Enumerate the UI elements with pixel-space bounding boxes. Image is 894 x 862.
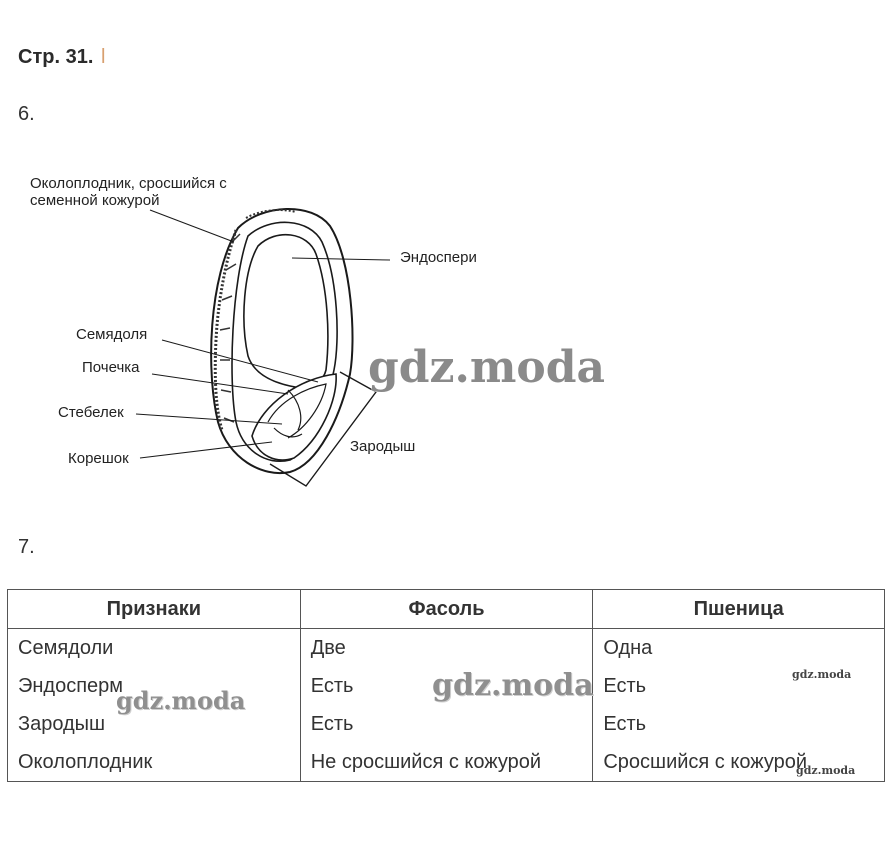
label-embryo: Зародыш <box>350 438 416 455</box>
page-title-text: Стр. 31. <box>18 46 94 68</box>
cell-wheat: Есть <box>593 667 885 705</box>
cell-bean: Не сросшийся с кожурой <box>300 743 593 782</box>
title-mark: l <box>100 46 106 68</box>
cell-bean: Две <box>300 629 593 668</box>
label-root: Корешок <box>68 450 129 467</box>
watermark-table-left: gdz.moda <box>116 686 246 715</box>
page-title <box>18 46 105 69</box>
cell-bean: Есть <box>300 667 593 705</box>
header-bean: Фасоль <box>300 590 593 629</box>
cell-trait: Семядоли <box>8 629 301 668</box>
label-cotyledon: Семядоля <box>76 326 148 343</box>
endosperm-shape <box>244 235 328 388</box>
watermark-diagram: gdz.moda <box>368 342 606 393</box>
task-6-number: 6. <box>18 103 35 125</box>
label-bud: Почечка <box>82 359 140 376</box>
label-pericarp-line2: семенной кожурой <box>30 192 160 209</box>
table-row <box>8 743 885 782</box>
label-stem: Стебелек <box>58 404 124 421</box>
cell-bean: Есть <box>300 705 593 743</box>
watermark-table-right-small: gdz.moda <box>792 668 852 681</box>
cell-trait: Эндосперм <box>8 667 301 705</box>
header-traits: Признаки <box>8 590 301 629</box>
watermark-table-center: gdz.moda <box>432 668 594 703</box>
cell-trait: Околоплодник <box>8 743 301 782</box>
pericarp-leader <box>150 210 234 242</box>
table-header-row <box>8 590 885 629</box>
cell-wheat: Сросшийся с кожурой <box>593 743 885 782</box>
table-row <box>8 629 885 668</box>
watermark-table-bottom-small: gdz.moda <box>796 764 856 777</box>
header-wheat: Пшеница <box>593 590 885 629</box>
label-pericarp-line1: Околоплодник, сросшийся с <box>30 175 227 192</box>
cell-wheat: Одна <box>593 629 885 668</box>
label-endosperm: Эндоспери <box>400 249 477 266</box>
cell-trait: Зародыш <box>8 705 301 743</box>
task-7-number: 7. <box>18 536 35 558</box>
wheat-grain-diagram <box>0 160 606 500</box>
cell-wheat: Есть <box>593 705 885 743</box>
